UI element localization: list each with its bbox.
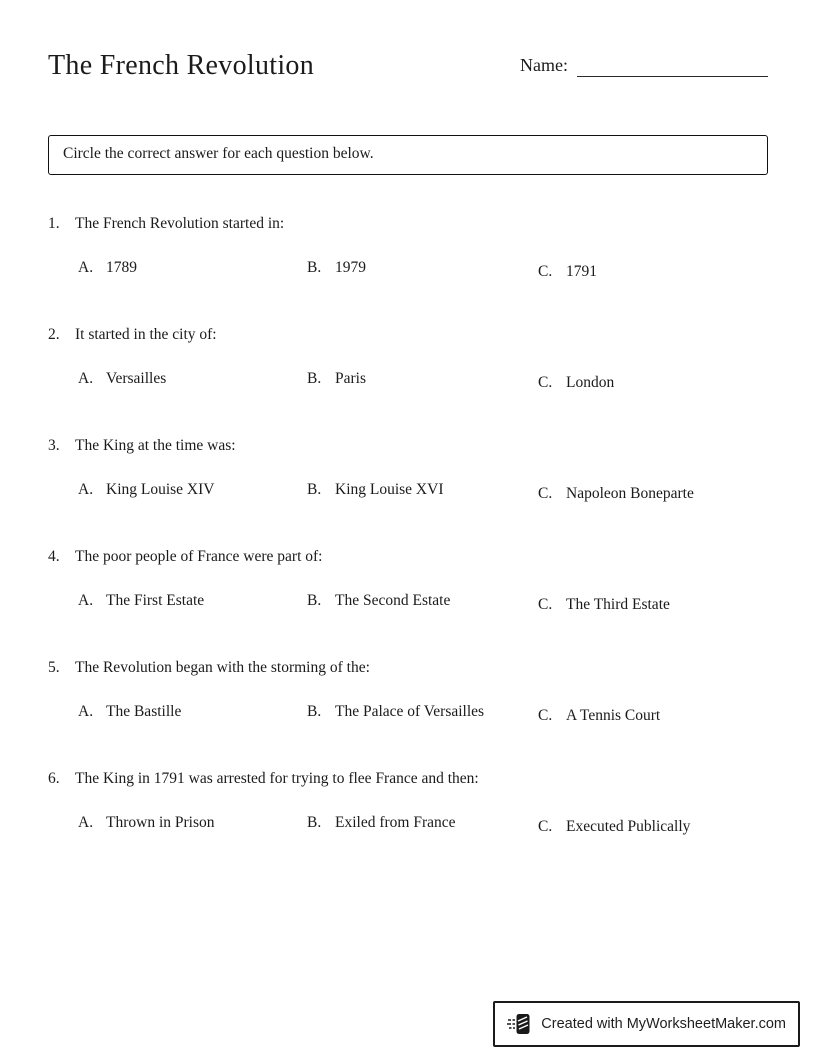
option-text: Executed Publically bbox=[566, 818, 691, 836]
instruction-text: Circle the correct answer for each question below. bbox=[63, 145, 374, 163]
answer-option[interactable] bbox=[307, 480, 538, 499]
option-text: The Second Estate bbox=[335, 592, 451, 610]
name-label: Name: bbox=[520, 55, 568, 76]
option-text: Exiled from France bbox=[335, 814, 456, 832]
answer-option[interactable] bbox=[78, 702, 307, 721]
option-letter: A. bbox=[78, 481, 94, 499]
question bbox=[48, 547, 768, 614]
option-letter: B. bbox=[307, 481, 322, 499]
question-number: 3. bbox=[48, 437, 60, 455]
option-letter: C. bbox=[538, 596, 553, 614]
worksheetmaker-logo-icon bbox=[507, 1011, 533, 1037]
answer-option[interactable] bbox=[307, 591, 538, 610]
option-text: Paris bbox=[335, 370, 366, 388]
question bbox=[48, 214, 768, 281]
option-text: 1979 bbox=[335, 259, 366, 277]
question-row bbox=[48, 658, 768, 677]
badge-text: Created with MyWorksheetMaker.com bbox=[541, 1016, 786, 1032]
question-number: 2. bbox=[48, 326, 60, 344]
question-text: It started in the city of: bbox=[75, 326, 217, 344]
instruction-box bbox=[48, 135, 768, 175]
option-text: The Third Estate bbox=[566, 596, 670, 614]
option-letter: A. bbox=[78, 370, 94, 388]
option-text: London bbox=[566, 374, 615, 392]
option-text: Thrown in Prison bbox=[106, 814, 215, 832]
question-row bbox=[48, 214, 768, 233]
option-row bbox=[48, 258, 768, 281]
option-letter: B. bbox=[307, 703, 322, 721]
option-text: King Louise XVI bbox=[335, 481, 444, 499]
answer-option[interactable] bbox=[538, 595, 768, 614]
answer-option[interactable] bbox=[78, 369, 307, 388]
question-text: The Revolution began with the storming of the: bbox=[75, 659, 370, 677]
question-number: 6. bbox=[48, 770, 60, 788]
option-letter: B. bbox=[307, 592, 322, 610]
answer-option[interactable] bbox=[307, 369, 538, 388]
question-row bbox=[48, 325, 768, 344]
option-letter: C. bbox=[538, 707, 553, 725]
answer-option[interactable] bbox=[78, 258, 307, 277]
option-row bbox=[48, 702, 768, 725]
option-row bbox=[48, 591, 768, 614]
option-text: 1791 bbox=[566, 263, 597, 281]
answer-option[interactable] bbox=[538, 262, 768, 281]
name-blank-line[interactable] bbox=[577, 53, 768, 77]
answer-option[interactable] bbox=[78, 813, 307, 832]
answer-option[interactable] bbox=[538, 373, 768, 392]
question-text: The poor people of France were part of: bbox=[75, 548, 323, 566]
question-text: The French Revolution started in: bbox=[75, 215, 285, 233]
option-letter: A. bbox=[78, 592, 94, 610]
question-row bbox=[48, 436, 768, 455]
question bbox=[48, 325, 768, 392]
option-text: 1789 bbox=[106, 259, 137, 277]
option-text: The Palace of Versailles bbox=[335, 703, 485, 721]
page-title: The French Revolution bbox=[48, 50, 315, 81]
option-letter: C. bbox=[538, 818, 553, 836]
option-letter: C. bbox=[538, 374, 553, 392]
question-text: The King at the time was: bbox=[75, 437, 236, 455]
option-text: Versailles bbox=[106, 370, 167, 388]
question bbox=[48, 769, 768, 836]
option-letter: B. bbox=[307, 814, 322, 832]
worksheetmaker-badge[interactable] bbox=[493, 1001, 800, 1047]
answer-option[interactable] bbox=[307, 813, 538, 832]
option-text: The Bastille bbox=[106, 703, 182, 721]
question-number: 4. bbox=[48, 548, 60, 566]
option-letter: A. bbox=[78, 259, 94, 277]
question-row bbox=[48, 547, 768, 566]
answer-option[interactable] bbox=[307, 702, 538, 721]
question bbox=[48, 436, 768, 503]
answer-option[interactable] bbox=[307, 258, 538, 277]
option-text: A Tennis Court bbox=[566, 707, 661, 725]
question bbox=[48, 658, 768, 725]
option-text: King Louise XIV bbox=[106, 481, 215, 499]
page-header bbox=[48, 0, 768, 82]
option-letter: C. bbox=[538, 485, 553, 503]
answer-option[interactable] bbox=[538, 817, 768, 836]
question-number: 1. bbox=[48, 215, 60, 233]
answer-option[interactable] bbox=[538, 706, 768, 725]
answer-option[interactable] bbox=[538, 484, 768, 503]
option-row bbox=[48, 480, 768, 503]
answer-option[interactable] bbox=[78, 480, 307, 499]
option-letter: C. bbox=[538, 263, 553, 281]
option-row bbox=[48, 369, 768, 392]
question-text: The King in 1791 was arrested for trying to flee France and then: bbox=[75, 770, 479, 788]
name-field bbox=[520, 53, 768, 77]
option-row bbox=[48, 813, 768, 836]
option-text: Napoleon Boneparte bbox=[566, 485, 694, 503]
option-text: The First Estate bbox=[106, 592, 205, 610]
option-letter: B. bbox=[307, 370, 322, 388]
option-letter: A. bbox=[78, 703, 94, 721]
question-number: 5. bbox=[48, 659, 60, 677]
option-letter: A. bbox=[78, 814, 94, 832]
option-letter: B. bbox=[307, 259, 322, 277]
question-list bbox=[48, 214, 768, 836]
question-row bbox=[48, 769, 768, 788]
answer-option[interactable] bbox=[78, 591, 307, 610]
